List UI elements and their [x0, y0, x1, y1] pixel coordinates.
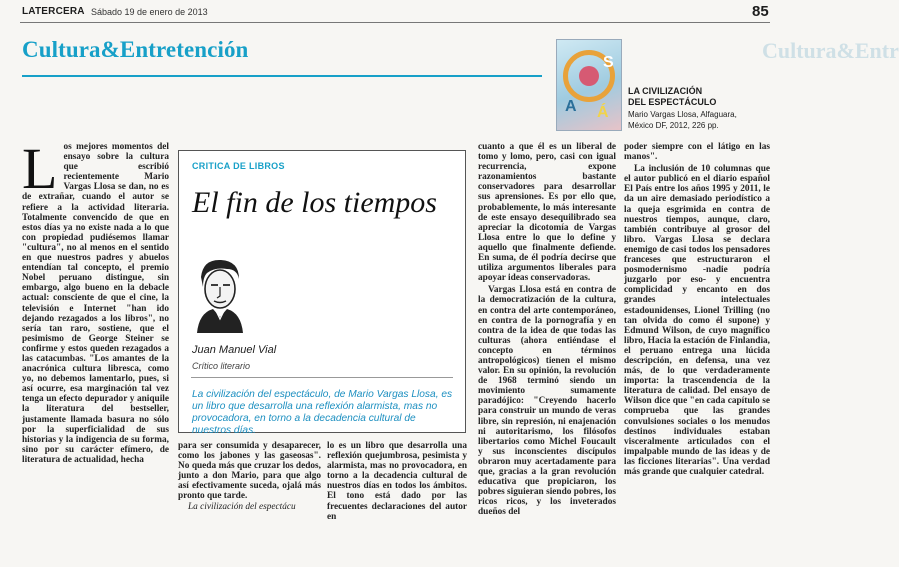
book-publication-line2: México DF, 2012, 226 pp.: [628, 121, 719, 130]
box-divider: [191, 377, 453, 378]
issue-date: Sábado 19 de enero de 2013: [91, 7, 208, 17]
book-publication-line1: Mario Vargas Llosa, Alfaguara,: [628, 110, 737, 119]
cover-letter-glyph: Á: [597, 104, 609, 121]
column-5-paragraph-2: La inclusión de 10 columnas que el autor publicó en el diario español El País entre los años 1995 y 2011, le da un aire demasiado periodístico a la queja esgrimida en contra de nuestros tiempos, aunque, claro, también contribuye al grosor del libro. Vargas Llosa se declara enemigo de casi todos los pensadores franceses que estructuraron el posmodernismo -nadie podría juzgarlo por eso- y encuentra complicidad y encanto en dos grandes intelectuales estadounidenses, Lionel Trilling (no tan olvida do como él supone) y Edmund Wilson, de cuyo magnífico libro, Hacia la estación de Finlandia, el peruano entrega una lúcida descripción, en defensa, una vez más, de lo que verdaderamente importa: la trascendencia de la literatura de calidad. Del ensayo de Wilson dice que "en cada capítulo se comprueba que las grandes convulsiones sociales o los menudos destinos individuales estaban visceralmente articulados con el impalpable mundo de las ideas y de las ficciones literarias". Una verdad más grande que cualquier catedral.: [624, 164, 770, 477]
column-4-paragraph-2: Vargas Llosa está en contra de la democratización de la cultura, en contra del arte contemporáneo, en contra de la pornografía y en contra de la idea de que todas las culturas (ahora entiéndase el concepto en términos antropológicos) tienen el mismo valor. En su opinión, la revolución de 1968 terminó siendo un movimiento sumamente paradójico: "Creyendo hacerlo para construir un mundo de veras libre, sin represión, ni enajenación ni autoritarismo, los filósofos libertarios como Michel Foucault y sus inconscientes discípulos obraron muy acertadamente para que, gracias a la gran revolución educativa que propiciaron, los pobres siguieran siendo pobres, los ricos ricos, y los inveterados dueños del: [478, 285, 616, 518]
column-4-paragraph-1: cuanto a que él es un liberal de tomo y lomo, pero, casi con igual recurrencia, expone razonamientos bastante conservadores para desarrollar sus aprensiones. Es por ello que, probablemente, lo más interesante de este ensayo desequilibrado sea apreciar la dicotomía de Vargas Llosa entre lo que lo define y aquello que finalmente defiende. En suma, de él podría decirse que utiliza argumentos liberales para apoyar ideas conservadoras.: [478, 142, 616, 284]
article-column-2: [178, 441, 321, 512]
section-divider: [22, 75, 542, 77]
column-1-text: os mejores momentos del ensayo sobre la cultura que escribió recientemente Mario Vargas Llosa se dan, no es de extrañar, cuando el autor se refiere a la actividad literaria. Totalmente convencido de que en estos días ya no existe nada a lo que con propiedad pudiésemos llamar "cultura", no al menos en el sentido en que nuestros padres y abuelos entendían tal concepto, el premio Nobel peruano distingue, sin embargo, algo bueno en la debacle actual: consciente de que el cine, la televisión e Internet "han ido dejando rezagados a los libros", no sería tan raro, sostiene, que el pesimismo de George Steiner se confirme y estos queden rezagados a las catacumbas. "Los amantes de la anacrónica cultura libresca, como yo, no debemos lamentarlo, pues, si así ocurre, esa marginación tal vez tenga un efecto depurador y aniquile la literatura del bestseller, justamente llamada basura no sólo por la superficialidad de sus historias y la indigencia de su forma, sino por su carácter efímero, de literatura de actualidad, hecha: [22, 142, 169, 465]
article-column-4: [478, 142, 616, 517]
review-author: Juan Manuel Vial: [192, 344, 277, 356]
author-portrait-icon: [193, 257, 247, 333]
cover-letter-glyph: S: [603, 54, 614, 71]
review-info-box: [178, 150, 466, 436]
column-5-paragraph-1: poder siempre con el látigo en las manos".: [624, 142, 770, 163]
book-title-line2: DEL ESPECTÁCULO: [628, 97, 717, 107]
section-title: Cultura&Entretención: [22, 37, 249, 62]
review-author-role: Crítico literario: [192, 361, 251, 371]
cover-letter-glyph: A: [565, 98, 577, 115]
page-header: [0, 0, 800, 22]
book-cover-image: [556, 39, 622, 131]
cover-dot-shape: [579, 66, 599, 86]
review-category-label: CRITICA DE LIBROS: [192, 161, 285, 171]
article-column-1: [22, 136, 169, 465]
book-info: [628, 86, 788, 131]
review-headline: El fin de los tiempos: [192, 186, 437, 219]
page-number: 85: [752, 3, 769, 20]
book-title-line1: LA CIVILIZACIÓN: [628, 86, 703, 96]
column-3-text: lo es un libro que desarrolla una reflexión quejumbrosa, pesimista y alarmista, mas no provocadora, en torno a la decadencia cultural de nuestros días en todos los ámbitos. El tono está dado por las frecuentes declaraciones del autor en: [327, 441, 467, 522]
article-column-5: [624, 142, 770, 477]
column-2-tail: La civilización del espectácu: [188, 501, 296, 512]
article-column-3: [327, 441, 467, 522]
header-divider: [20, 22, 770, 23]
facing-page-bleed-title: Cultura&Entr: [762, 38, 899, 63]
newspaper-name: LATERCERA: [22, 6, 85, 17]
dropcap-letter: L: [22, 136, 58, 201]
pull-quote: La civilización del espectáculo, de Mario Vargas Llosa, es un libro que desarrolla una reflexión alarmista, mas no provocadora, en torno a la decadencia cultural de nuestros días.: [192, 389, 453, 436]
column-2-text: para ser consumida y desaparecer, como los jabones y las gaseosas". No queda más que cruzar los dedos, junto a don Mario, para que algo así efectivamente suceda, ojalá más pronto que tarde.: [178, 441, 321, 502]
